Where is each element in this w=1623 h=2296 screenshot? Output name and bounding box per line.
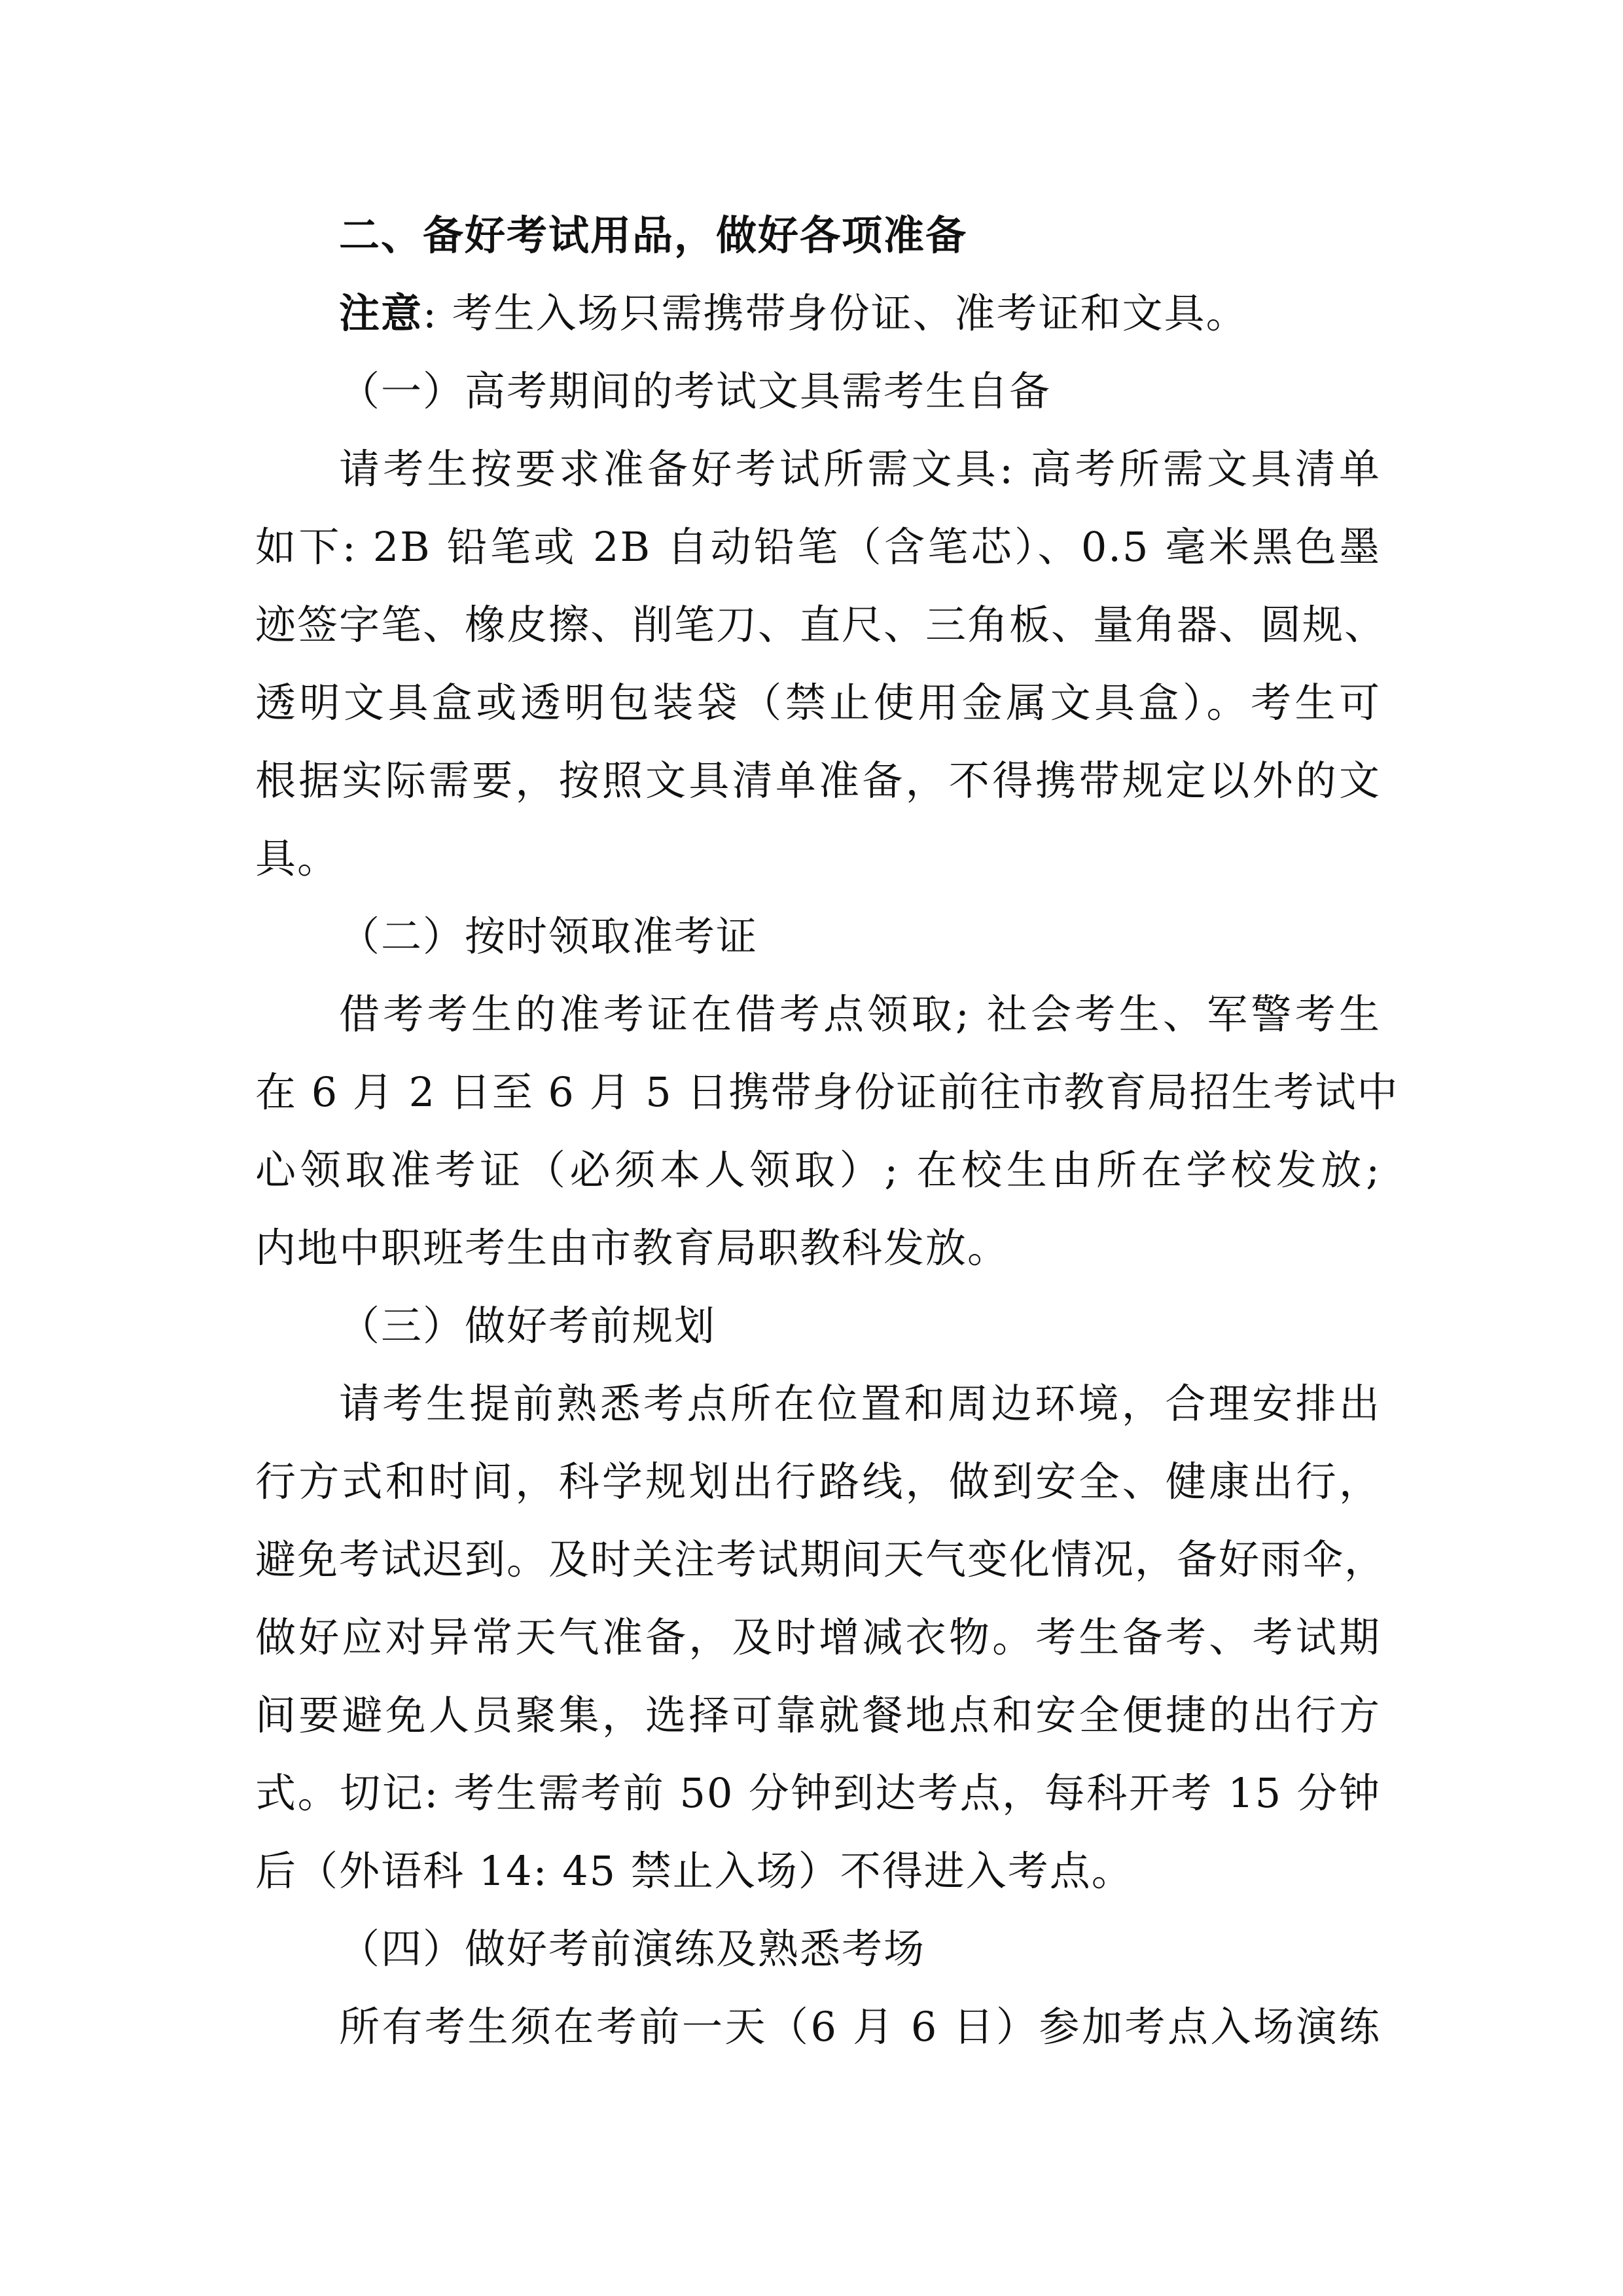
document-body — [255, 196, 1399, 2066]
paragraph-line: 所有考生须在考前一天（6 月 6 日）参加考点入场演练 — [339, 2003, 1381, 2051]
subsection-2-paragraph — [255, 975, 1399, 1287]
subsection-1-title: （一）高考期间的考试文具需考生自备 — [339, 367, 1052, 415]
paragraph-line: 请考生提前熟悉考点所在位置和周边环境，合理安排出 — [339, 1380, 1381, 1427]
subsection-2-title: （二）按时领取准考证 — [339, 912, 758, 960]
paragraph-line: 迹签字笔、橡皮擦、削笔刀、直尺、三角板、量角器、圆规、 — [255, 601, 1387, 649]
paragraph-line: 行方式和时间，科学规划出行路线，做到安全、健康出行， — [255, 1458, 1381, 1505]
paragraph-line: 如下: 2B 铅笔或 2B 自动铅笔（含笔芯）、0.5 毫米黑色墨 — [255, 523, 1381, 571]
paragraph-line: 心领取准考证（必须本人领取）; 在校生由所在学校发放; — [255, 1146, 1381, 1194]
notice-text: : 考生入场只需携带身份证、准考证和文具。 — [423, 289, 1248, 337]
paragraph-line: 做好应对异常天气准备，及时增减衣物。考生备考、考试期 — [255, 1613, 1381, 1661]
subsection-3-paragraph — [255, 1365, 1387, 1910]
paragraph-line: 在 6 月 2 日至 6 月 5 日携带身份证前往市教育局招生考试中 — [255, 1068, 1399, 1116]
section-heading: 二、备好考试用品，做好各项准备 — [339, 211, 968, 259]
subsection-1-paragraph — [255, 430, 1387, 897]
paragraph-line: 具。 — [255, 834, 340, 882]
paragraph-line: 请考生按要求准备好考试所需文具: 高考所需文具清单 — [339, 445, 1381, 493]
paragraph-line: 避免考试迟到。及时关注考试期间天气变化情况，备好雨伞， — [255, 1535, 1387, 1583]
paragraph-line: 透明文具盒或透明包装袋（禁止使用金属文具盒）。考生可 — [255, 679, 1381, 726]
notice-label: 注意 — [339, 289, 423, 337]
notice-line — [255, 274, 1381, 352]
paragraph-line: 后（外语科 14: 45 禁止入场）不得进入考点。 — [255, 1847, 1133, 1895]
paragraph-line: 间要避免人员聚集，选择可靠就餐地点和安全便捷的出行方 — [255, 1691, 1381, 1739]
paragraph-line: 根据实际需要，按照文具清单准备，不得携带规定以外的文 — [255, 757, 1381, 804]
paragraph-line: 借考考生的准考证在借考点领取; 社会考生、军警考生 — [339, 990, 1381, 1038]
paragraph-line: 式。切记: 考生需考前 50 分钟到达考点，每科开考 15 分钟 — [255, 1769, 1381, 1817]
subsection-3-title: （三）做好考前规划 — [339, 1302, 717, 1350]
subsection-4-title: （四）做好考前演练及熟悉考场 — [339, 1925, 926, 1973]
paragraph-line: 内地中职班考生由市教育局职教科发放。 — [255, 1224, 1010, 1272]
subsection-4-paragraph — [255, 1988, 1381, 2066]
